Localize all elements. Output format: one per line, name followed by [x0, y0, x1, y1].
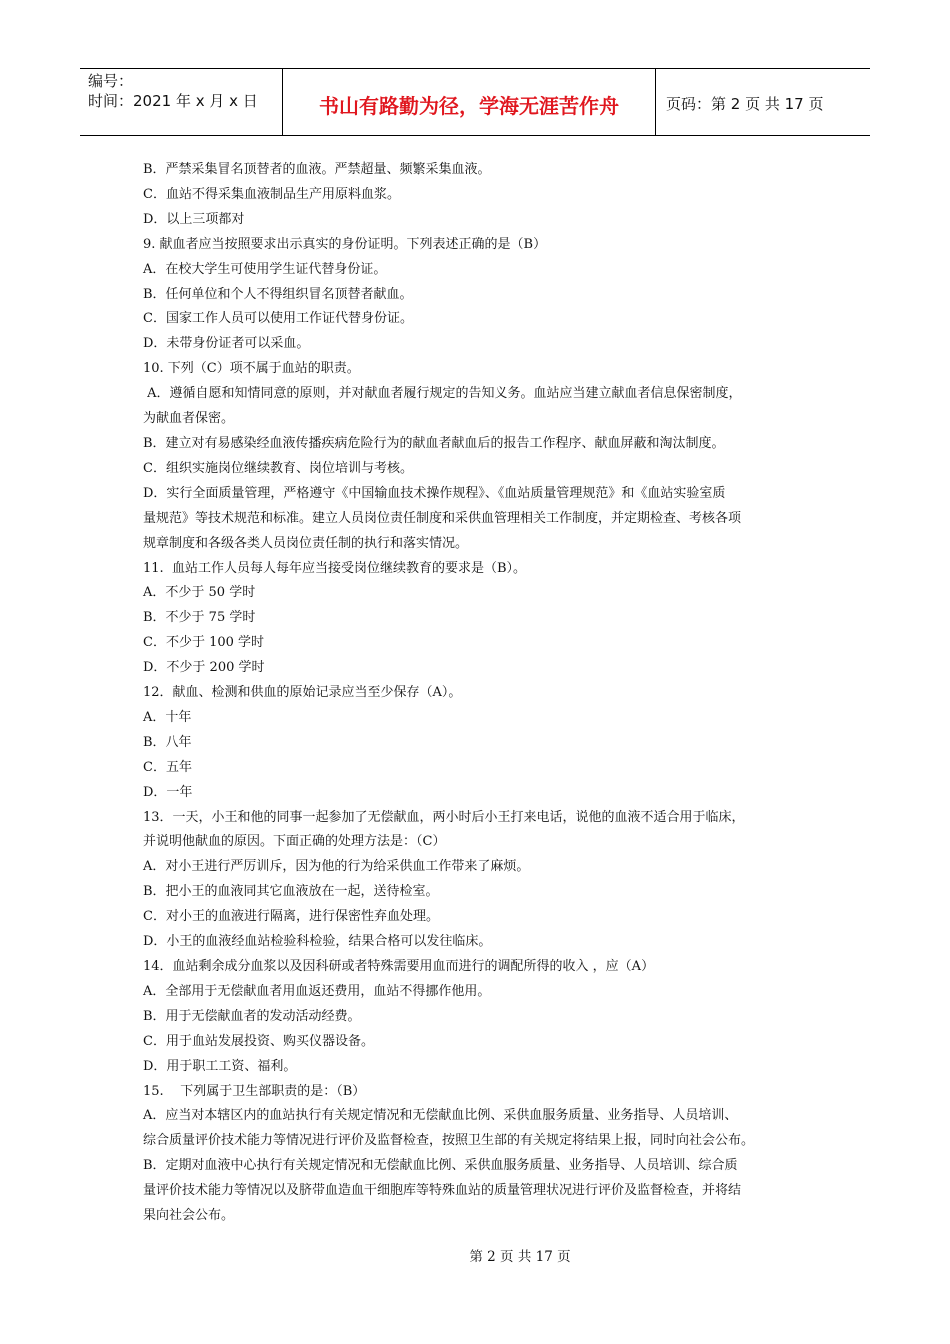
- text-line: B．严禁采集冒名顶替者的血液。严禁超量、频繁采集血液。: [143, 162, 491, 177]
- text-line: B．八年: [143, 734, 192, 750]
- text-line: B．任何单位和个人不得组织冒名顶替者献血。: [143, 286, 413, 302]
- text-line: C．对小王的血液进行隔离，进行保密性弃血处理。: [143, 909, 439, 925]
- header-motto: 书山有路勤为径，学海无涯苦作舟: [282, 69, 656, 135]
- text-line: B．不少于 75 学时: [143, 610, 256, 626]
- text-line: D．实行全面质量管理，严格遵守《中国输血技术操作规程》、《血站质量管理规范》和《血站实验室质: [143, 485, 726, 501]
- text-line: 量规范》等技术规范和标准。建立人员岗位责任制度和采供血管理相关工作制度，并定期检查、考核各项: [143, 510, 742, 526]
- text-line: A．对小王进行严厉训斥，因为他的行为给采供血工作带来了麻烦。: [143, 859, 530, 875]
- text-line: C．国家工作人员可以使用工作证代替身份证。: [143, 311, 413, 327]
- text-line: 12．献血、检测和供血的原始记录应当至少保存（A）。: [143, 685, 462, 701]
- document-body: [143, 158, 818, 1229]
- header-page-indicator: 页码：第 2 页 共 17 页: [666, 94, 824, 113]
- text-line: A．在校大学生可使用学生证代替身份证。: [143, 261, 387, 277]
- text-line: B．建立对有易感染经血液传播疾病危险行为的献血者献血后的报告工作程序、献血屏蔽和淘汰制度。: [143, 435, 725, 451]
- text-line: B．用于无偿献血者的发动活动经费。: [143, 1008, 361, 1024]
- text-line: D．一年: [143, 784, 193, 800]
- text-line: 11. 血站工作人员每人每年应当接受岗位继续教育的要求是（B）。: [143, 560, 526, 576]
- text-line: 果向社会公布。: [143, 1208, 235, 1224]
- text-line: 量评价技术能力等情况以及脐带血造血干细胞库等特殊血站的质量管理状况进行评价及监督检查，并将结: [143, 1183, 742, 1199]
- text-line: A．遵循自愿和知情同意的原则，并对献血者履行规定的告知义务。血站应当建立献血者信息保密制度，: [143, 386, 742, 402]
- text-line: 15. 下列属于卫生部职责的是：（B）: [143, 1083, 366, 1099]
- text-line: 10. 下列（C）项不属于血站的职责。: [143, 361, 360, 377]
- text-line: 规章制度和各级各类人员岗位责任制的执行和落实情况。: [143, 535, 469, 551]
- text-line: A．不少于 50 学时: [143, 585, 256, 601]
- page-header: [80, 68, 870, 136]
- text-line: A．全部用于无偿献血者用血返还费用，血站不得挪作他用。: [143, 983, 491, 999]
- text-line: C．用于血站发展投资、购买仪器设备。: [143, 1033, 374, 1049]
- text-line: C．五年: [143, 759, 192, 775]
- text-line: 9. 献血者应当按照要求出示真实的身份证明。下列表述正确的是（B）: [143, 236, 547, 252]
- text-line: A．十年: [143, 709, 192, 725]
- text-line: C．组织实施岗位继续教育、岗位培训与考核。: [143, 460, 413, 476]
- text-line: 并说明他献血的原因。下面正确的处理方法是：（C）: [143, 834, 446, 850]
- text-line: B．定期对血液中心执行有关规定情况和无偿献血比例、采供血服务质量、业务指导、人员培训、综合质: [143, 1158, 738, 1174]
- text-line: D．以上三项都对: [143, 211, 245, 227]
- text-line: 综合质量评价技术能力等情况进行评价及监督检查，按照卫生部的有关规定将结果上报，同时向社会公布。: [143, 1133, 755, 1149]
- page-footer: 第 2 页 共 17 页: [469, 1249, 571, 1265]
- text-line: D．小王的血液经血站检验科检验，结果合格可以发往临床。: [143, 934, 492, 950]
- text-line: 13．一天，小王和他的同事一起参加了无偿献血，两小时后小王打来电话，说他的血液不适合用于临床，: [143, 809, 745, 825]
- text-line: C．不少于 100 学时: [143, 635, 265, 651]
- text-line: 14．血站剩余成分血浆以及因科研或者特殊需要用血而进行的调配所得的收入 ，应（A）: [143, 959, 655, 974]
- text-line: C．血站不得采集血液制品生产用原料血浆。: [143, 186, 400, 202]
- text-line: D．用于职工工资、福利。: [143, 1058, 297, 1074]
- text-line: D．未带身份证者可以采血。: [143, 336, 310, 352]
- header-meta: [80, 69, 282, 135]
- text-line: B．把小王的血液同其它血液放在一起，送待检室。: [143, 884, 439, 900]
- text-line: 为献血者保密。: [143, 411, 235, 427]
- text-line: A．应当对本辖区内的血站执行有关规定情况和无偿献血比例、采供血服务质量、业务指导、人员培训、: [143, 1108, 738, 1124]
- document-number-label: 编号：: [88, 72, 134, 90]
- text-line: D．不少于 200 学时: [143, 660, 265, 676]
- document-time-label: 时间：2021 年 x 月 x 日: [88, 92, 258, 110]
